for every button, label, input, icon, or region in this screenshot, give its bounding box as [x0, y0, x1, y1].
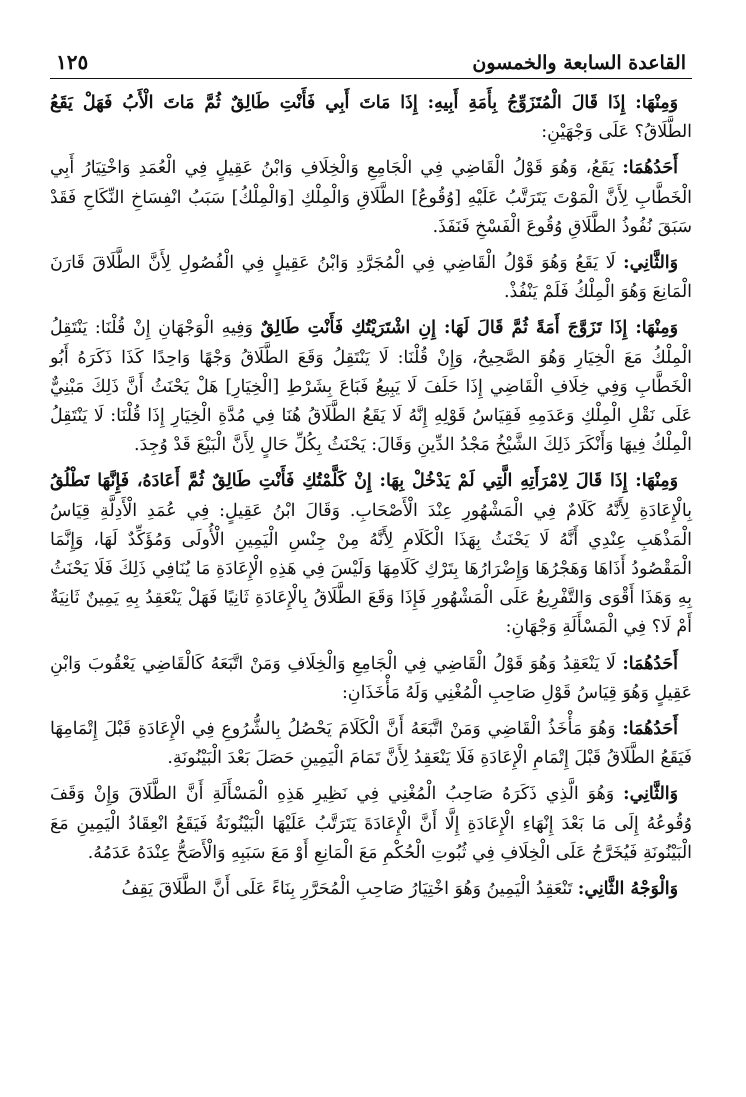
- paragraph-text: لَا يَقَعُ وَهُوَ قَوْلُ الْقَاضِي فِي الْمُجَرَّدِ وَابْنُ عَقِيلٍ فِي الْفُصُولِ لِأَنَّ الطَّلَاقَ قَارَنَ الْمَانِعَ وَهُوَ الْمِلْكُ فَلَمْ يَنْفُذْ.: [50, 253, 692, 303]
- paragraph-lead: وَمِنْهَا: إِذَا تَزَوَّجَ أَمَةً ثُمَّ قَالَ لَهَا: إِنِ اشْتَرَيْتُكِ فَأَنْتِ طَالِقٌ: [260, 318, 679, 339]
- paragraph: [50, 89, 692, 147]
- paragraph: [50, 780, 692, 868]
- page-body: [50, 89, 692, 904]
- paragraph-text: وَهُوَ مَأْخَذُ الْقَاضِي وَمَنْ اتَّبَعَهُ أَنَّ الْكَلَامَ يَحْصُلُ بِالشُّرُوعِ فِي الْإِعَادَةِ قَبْلَ إِتْمَامِهَا فَيَقَعُ الطَّلَاقُ قَبْلَ إِتْمَامِ الْإِعَادَةِ فَلَا يَنْعَقِدُ لِأَنَّ تَمَامَ الْيَمِينِ حَصَلَ بَعْدَ الْبَيْنُونَةِ.: [50, 719, 692, 769]
- paragraph-text: لَا يَنْعَقِدُ وَهُوَ قَوْلُ الْقَاضِي فِي الْجَامِعِ وَالْخِلَافِ وَمَنْ اتَّبَعَهُ كَالْقَاضِي يَعْقُوبَ وَابْنِ عَقِيلٍ وَهُوَ قِيَاسُ قَوْلِ صَاحِبِ الْمُغْنِي وَلَهُ مَأْخَذَانِ:: [50, 653, 692, 703]
- paragraph: [50, 154, 692, 242]
- paragraph-text: بِالْإِعَادَةِ لِأَنَّهُ كَلَامٌ فِي الْمَشْهُورِ عِنْدَ الْأَصْحَابِ. وَقَالَ ابْنُ عَقِيلٍ: فِي عُمَدِ الْأَدِلَّةِ قِيَاسُ الْمَذْهَبِ عِنْدِي أَنَّهُ لَا يَحْنَثُ بِهَذَا الْكَلَامِ لِأَنَّهُ مِنْ جِنْسِ الْيَمِينِ الْأُولَى وَمُؤَكِّدٌ لَهَا، وَإِنَّمَا الْمَقْصُودُ أَذَاهَا وَهَجْرُهَا وَإِضْرَارُهَا بِتَرْكِ كَلَامِهَا وَلَيْسَ فِي هَذِهِ الْإِعَادَةِ مَا يُنَافِي ذَلِكَ فَلَا يَحْنَثُ بِهِ وَهَذَا أَقْوَى وَالتَّفْرِيعُ عَلَى الْمَشْهُورِ فَإِذَا وَقَعَ الطَّلَاقُ بِالْإِعَادَةِ ثَانِيًا فَهَلْ يَنْعَقِدُ بِهِ يَمِينٌ ثَانِيَةٌ أَمْ لَا؟ فِي الْمَسْأَلَةِ وَجْهَانِ:: [50, 500, 692, 638]
- paragraph-lead: وَالثَّانِي:: [623, 253, 679, 274]
- paragraph: [50, 467, 692, 642]
- paragraph-text: يَقَعُ، وَهُوَ قَوْلُ الْقَاضِي فِي الْجَامِعِ وَالْخِلَافِ وَابْنُ عَقِيلٍ فِي الْعُمَدِ وَاخْتِيَارُ أَبِي الْخَطَّابِ لِأَنَّ الْمَوْتَ يَتَرَتَّبُ عَلَيْهِ [وُقُوعُ] الطَّلَاقِ وَالْمِلْكِ [وَالْمِلْكُ] سَبَبُ انْفِسَاخِ النِّكَاحِ فَقَدْ سَبَقَ نُفُوذُ الطَّلَاقِ وُقُوعَ الْفَسْخِ فَنَفَذَ.: [50, 158, 692, 237]
- paragraph-text: الطَّلَاقُ؟ عَلَى وَجْهَيْنِ:: [541, 122, 692, 143]
- paragraph-text: وَفِيهِ الْوَجْهَانِ إِنْ قُلْنَا: يَنْتَقِلُ الْمِلْكُ مَعَ الْخِيَارِ وَهُوَ الصَّحِيحُ، وَإِنْ قُلْنَا: لَا يَنْتَقِلُ وَقَعَ الطَّلَاقُ وَجْهًا وَاحِدًا كَذَا ذَكَرَهُ أَبُو الْخَطَّابِ وَفِي خِلَافِ الْقَاضِي إِذَا حَلَفَ لَا يَبِيعُ فَبَاعَ بِشَرْطِ [الْخِيَارِ] هَلْ يَحْنَثُ أَنَّ ذَلِكَ مَبْنِيٌّ عَلَى نَقْلِ الْمِلْكِ وَعَدَمِهِ فَقِيَاسُ قَوْلِهِ إِنَّهُ لَا يَقَعُ الطَّلَاقُ هُنَا فِي مُدَّةِ الْخِيَارِ إِذَا قُلْنَا: لَا يَنْتَقِلُ الْمِلْكُ فِيهَا وَأَنْكَرَ ذَلِكَ الشَّيْخُ مَجْدُ الدِّينِ وَقَالَ: يَحْنَثُ بِكُلِّ حَالٍ لِأَنَّ الْبَيْعَ قَدْ وُجِدَ.: [50, 318, 692, 456]
- paragraph: [50, 875, 692, 904]
- header-rule: [50, 78, 692, 79]
- paragraph: [50, 715, 692, 773]
- paragraph-lead: وَالْوَجْهُ الثَّانِي:: [577, 879, 678, 900]
- paragraph: [50, 249, 692, 307]
- paragraph-lead: وَمِنْهَا: إِذَا قَالَ الْمُتَزَوِّجُ بِأَمَةِ أَبِيهِ: إِذَا مَاتَ أَبِي فَأَنْتِ طَالِقٌ ثُمَّ مَاتَ الْأَبُ فَهَلْ يَقَعُ: [50, 93, 678, 113]
- paragraph-lead: وَمِنْهَا: إِذَا قَالَ لِامْرَأَتِهِ الَّتِي لَمْ يَدْخُلْ بِهَا: إِنْ كَلَّمْتُكِ فَأَنْتِ طَالِقٌ ثُمَّ أَعَادَهُ، فَإِنَّهَا تَطْلُقُ: [50, 471, 678, 492]
- paragraph-lead: وَالثَّانِي:: [623, 784, 679, 805]
- paragraph-text: تَنْعَقِدُ الْيَمِينُ وَهُوَ اخْتِيَارُ صَاحِبِ الْمُحَرَّرِ بِنَاءً عَلَى أَنَّ الطَّلَاقَ يَقِفُ: [121, 879, 573, 900]
- paragraph-text: وَهُوَ الَّذِي ذَكَرَهُ صَاحِبُ الْمُغْنِي فِي نَظِيرِ هَذِهِ الْمَسْأَلَةِ أَنَّ الطَّلَاقَ وَإِنْ وَقَفَ وُقُوعُهُ إِلَى مَا بَعْدَ إِنْهَاءِ الْإِعَادَةِ إِلَّا أَنَّ الْإِعَادَةَ يَتَرَتَّبُ عَلَيْهَا الْبَيْنُونَةُ فَيَقَعُ انْعِقَادُ الْيَمِينِ مَعَ الْبَيْنُونَةِ فَيُخَرَّجُ عَلَى الْخِلَافِ فِي ثُبُوتِ الْحُكْمِ مَعَ الْمَانِعِ أَوْ مَعَ سَبَبِهِ وَالْأَصَحُّ عِنْدَهُ عَدَمُهُ.: [50, 784, 692, 863]
- paragraph-lead: أَحَدُهُمَا:: [622, 719, 678, 740]
- paragraph-lead: أَحَدُهُمَا:: [622, 158, 678, 179]
- paragraph: [50, 650, 692, 708]
- paragraph-lead: أَحَدُهُمَا:: [622, 653, 678, 674]
- running-title: القاعدة السابعة والخمسون: [472, 52, 686, 74]
- page-number: ١٢٥: [56, 50, 89, 74]
- page-header: [50, 38, 692, 74]
- paragraph: [50, 314, 692, 460]
